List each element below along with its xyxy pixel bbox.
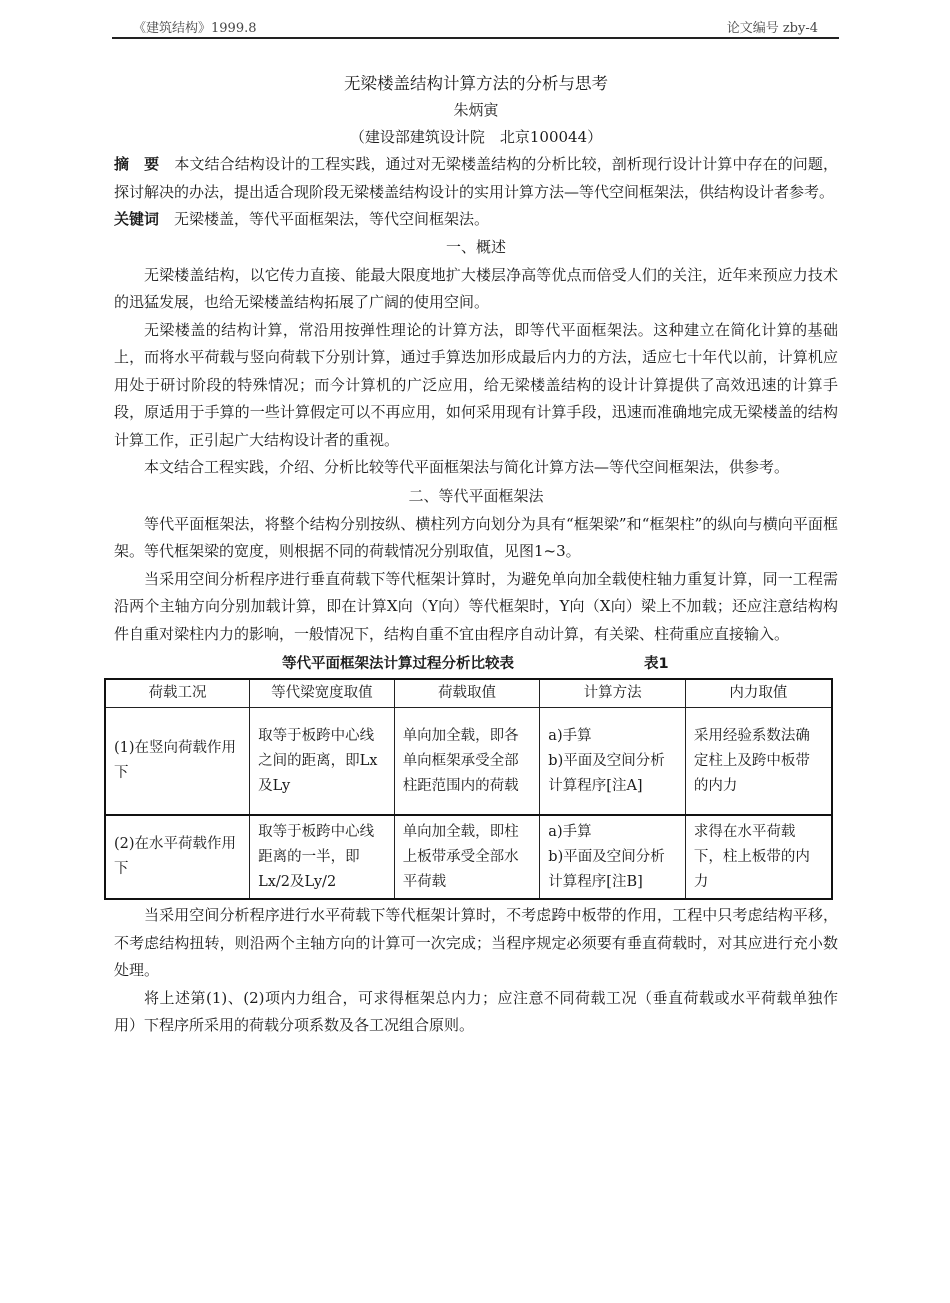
table-row [105,815,832,899]
table-cell-load: 单向加全载，即各单向框架承受全部柱距范围内的荷载 [394,708,540,816]
table-cell-case: (1)在竖向荷载作用下 [105,708,250,816]
method-a: a)手算 [548,823,592,840]
paragraph: 等代平面框架法，将整个结构分别按纵、横柱列方向划分为具有“框架梁”和“框架柱”的纵向与横向平面框架。等代框架梁的宽度，则根据不同的荷载情况分别取值，见图1~3。 [114,514,838,560]
column-header: 荷载工况 [105,679,250,708]
header-rule [112,37,839,39]
method-a: a)手算 [548,727,592,744]
paper-title: 无梁楼盖结构计算方法的分析与思考 [344,74,608,93]
table-cell-force: 求得在水平荷载下，柱上板带的内力 [685,815,832,899]
paragraph: 当采用空间分析程序进行水平荷载下等代框架计算时，不考虑跨中板带的作用，工程中只考虑结构平移，不考虑结构扭转，则沿两个主轴方向的计算可一次完成；当程序规定必须要有垂直荷载时，对其应进行充小数处理。 [114,906,838,979]
comparison-table [104,678,833,900]
column-header: 计算方法 [540,679,686,708]
table-cell-case: (2)在水平荷载作用下 [105,815,250,899]
column-header: 荷载取值 [394,679,540,708]
column-header: 内力取值 [685,679,832,708]
keywords-label: 关键词 [114,210,160,228]
paragraph: 当采用空间分析程序进行垂直荷载下等代框架计算时，为避免单向加全载使柱轴力重复计算，同一工程需沿两个主轴方向分别加载计算，即在计算X向（Y向）等代框架时，Y向（X向）梁上不加载；还应注意结构构件自重对梁柱内力的影响，一般情况下，结构自重不宜由程序自动计算，有关梁、柱荷重应直接输入。 [114,569,838,643]
table-cell-force: 采用经验系数法确定柱上及跨中板带的内力 [685,708,832,816]
paper-body [114,71,838,1040]
paragraph: 将上述第(1)、(2)项内力组合，可求得框架总内力；应注意不同荷载工况（垂直荷载或水平荷载单独作用）下程序所采用的荷载分项系数及各工况组合原则。 [114,988,838,1034]
paragraph: 无梁楼盖的结构计算，常沿用按弹性理论的计算方法，即等代平面框架法。这种建立在简化计算的基础上，而将水平荷载与竖向荷载下分别计算，通过手算迭加形成最后内力的方法，适应七十年代以前，计算机应用处于研讨阶段的特殊情况；而今计算机的广泛应用，给无梁楼盖结构的设计计算提供了高效迅速的计算手段，原适用于手算的一些计算假定可以不再应用，如何采用现有计算手段，迅速而准确地完成无梁楼盖的结构计算工作，正引起广大结构设计者的重视。 [114,320,838,449]
paragraph: 无梁楼盖结构，以它传力直接、能最大限度地扩大楼层净高等优点而倍受人们的关注，近年来预应力技术的迅猛发展，也给无梁楼盖结构拓展了广阔的使用空间。 [114,265,838,311]
column-header: 等代梁宽度取值 [250,679,395,708]
journal-issue: 《建筑结构》1999.8 [133,21,257,36]
table-cell-width: 取等于板跨中心线之间的距离，即Lx及Ly [250,708,395,816]
method-b: b)平面及空间分析计算程序[注A] [548,752,665,794]
table-caption [114,648,838,678]
table-row [105,708,832,816]
section-heading-plane-frame: 二、等代平面框架法 [408,486,544,505]
table-cell-width: 取等于板跨中心线距离的一半，即Lx/2及Ly/2 [250,815,395,899]
abstract [114,151,838,206]
table-cell-method [540,815,686,899]
keywords [114,206,838,234]
paragraph: 本文结合工程实践，介绍、分析比较等代平面框架法与简化计算方法—等代空间框架法，供参考。 [144,458,790,476]
table-number: 表1 [644,656,669,672]
table-cell-load: 单向加全载，即柱上板带承受全部水平荷载 [394,815,540,899]
abstract-label: 摘 要 [114,155,160,173]
abstract-text: 本文结合结构设计的工程实践，通过对无梁楼盖结构的分析比较，剖析现行设计计算中存在的问题，探讨解决的办法，提出适合现阶段无梁楼盖结构设计的实用计算方法—等代空间框架法，供结构设计者参考。 [114,155,838,201]
method-b: b)平面及空间分析计算程序[注B] [548,848,665,890]
section-heading-overview: 一、概述 [445,237,506,256]
table-header-row [105,679,832,708]
table-title: 等代平面框架法计算过程分析比较表 [282,656,514,672]
paper-affiliation: （建设部建筑设计院 北京100044） [349,128,603,146]
paper-number: 论文编号 zby-4 [726,21,818,36]
paper-author: 朱炳寅 [453,101,499,119]
keywords-text: 无梁楼盖，等代平面框架法，等代空间框架法。 [174,210,490,228]
table-cell-method [540,708,686,816]
